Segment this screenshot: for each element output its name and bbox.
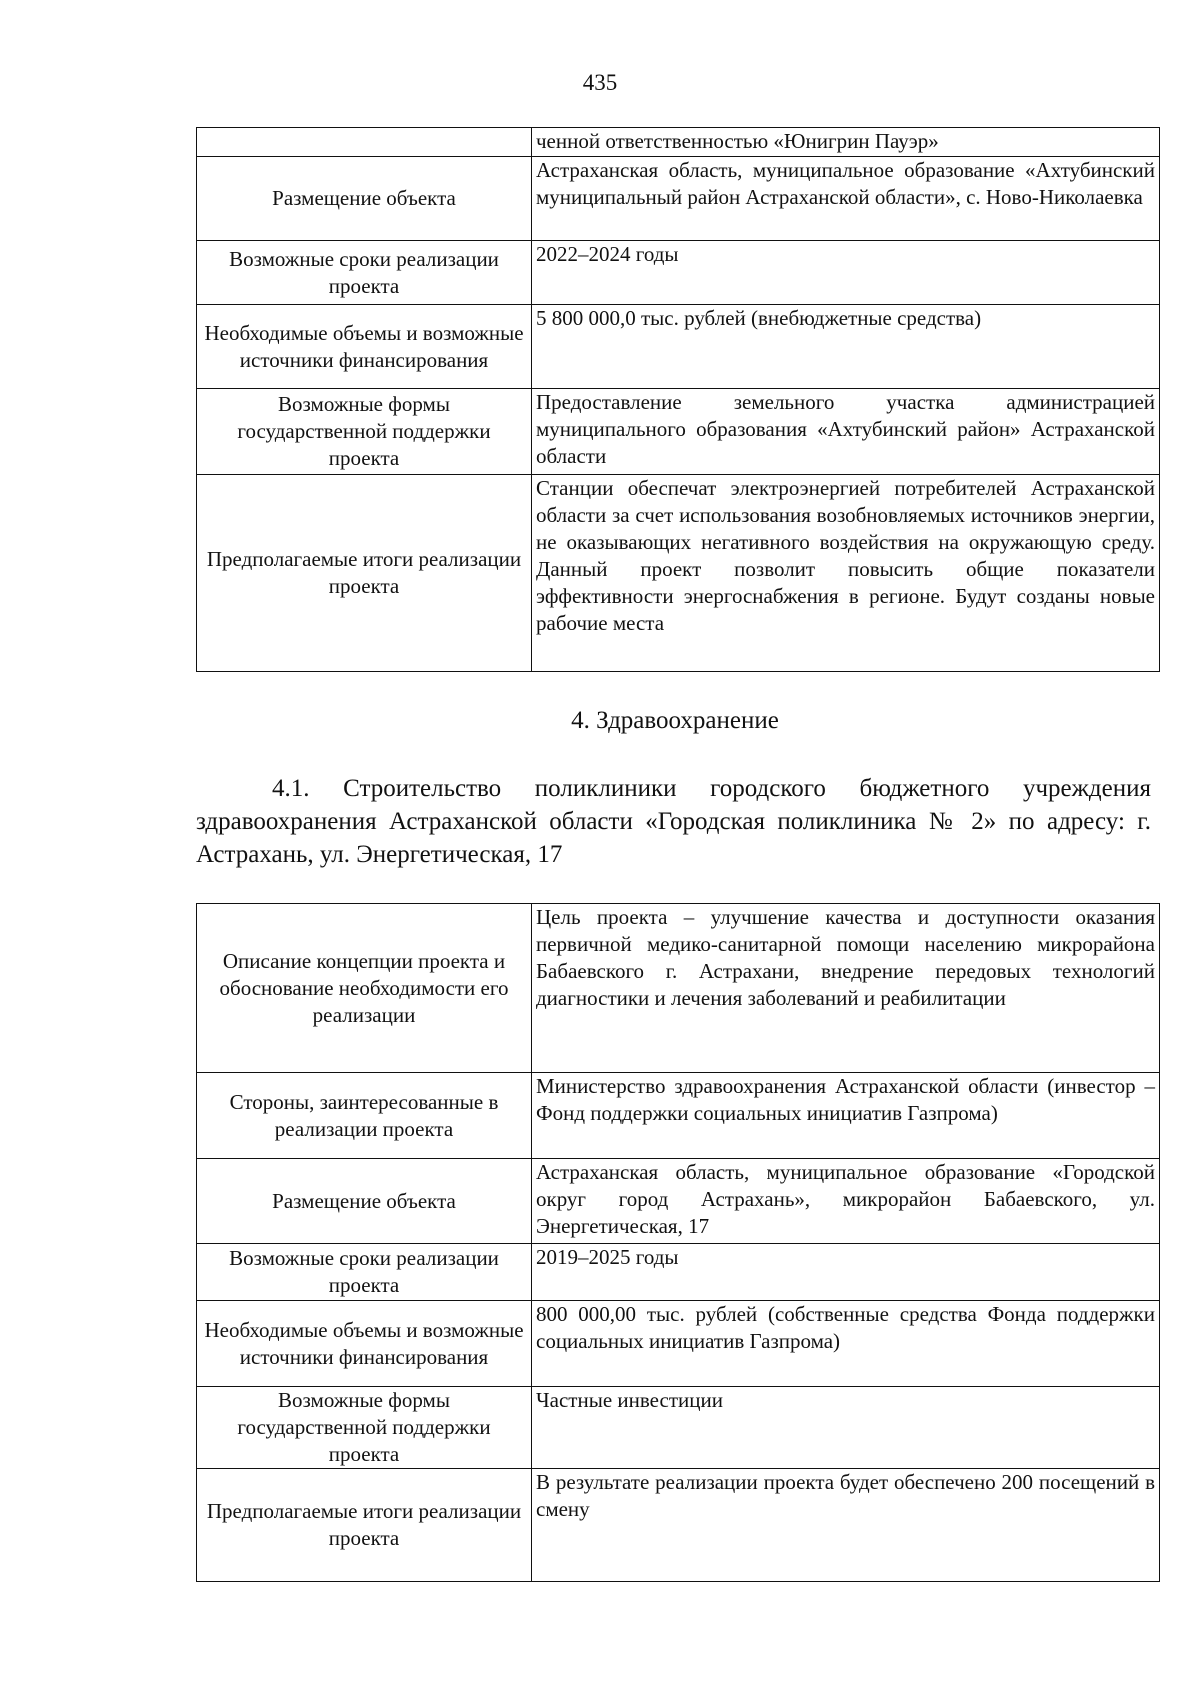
table-row: [197, 475, 1160, 672]
row-value: Частные инвестиции: [532, 1387, 1160, 1469]
row-label: [197, 128, 532, 157]
row-value: Министерство здравоохранения Астраханской области (инвестор – Фонд поддержки социальных инициатив Газпрома): [532, 1073, 1160, 1159]
row-value: 2022–2024 годы: [532, 241, 1160, 305]
row-label: Возможные сроки реализации проекта: [197, 241, 532, 305]
row-value: 2019–2025 годы: [532, 1244, 1160, 1301]
row-value: 800 000,00 тыс. рублей (собственные средства Фонда поддержки социальных инициатив Газпрома): [532, 1301, 1160, 1387]
row-value: Цель проекта – улучшение качества и доступности оказания первичной медико-санитарной помощи населению микрорайона Бабаевского г. Астрахани, внедрение передовых технологий диагностики и лечения заболеваний и реабилитации: [532, 904, 1160, 1073]
table-row: [197, 157, 1160, 241]
row-label: Возможные формы государственной поддержки проекта: [197, 1387, 532, 1469]
row-label: Размещение объекта: [197, 157, 532, 241]
row-label: Необходимые объемы и возможные источники финансирования: [197, 305, 532, 389]
table-row: [197, 305, 1160, 389]
table-row: [197, 1469, 1160, 1582]
row-value: Предоставление земельного участка администрацией муниципального образования «Ахтубинский район» Астраханской области: [532, 389, 1160, 475]
row-value: Станции обеспечат электроэнергией потребителей Астраханской области за счет использования возобновляемых источников энергии, не оказывающих негативного воздействия на окружающую среду. Данный проект позволит повысить общие показатели эффективности энергоснабжения в регионе. Будут созданы новые рабочие места: [532, 475, 1160, 672]
table-row: [197, 128, 1160, 157]
table-row: [197, 241, 1160, 305]
table-row: [197, 1073, 1160, 1159]
project-table-1: [196, 127, 1160, 672]
table-row: [197, 1387, 1160, 1469]
page-number: 435: [582, 70, 618, 95]
subsection-heading: 4.1. Строительство поликлиники городского бюджетного учреждения здравоохранения Астраханской области «Городская поликлиника № 2» по адресу: г. Астрахань, ул. Энергетическая, 17: [196, 775, 1151, 868]
row-value: 5 800 000,0 тыс. рублей (внебюджетные средства): [532, 305, 1160, 389]
row-label: Размещение объекта: [197, 1159, 532, 1244]
table-row: [197, 389, 1160, 475]
row-label: Стороны, заинтересованные в реализации проекта: [197, 1073, 532, 1159]
row-label: Описание концепции проекта и обоснование необходимости его реализации: [197, 904, 532, 1073]
row-value: В результате реализации проекта будет обеспечено 200 посещений в смену: [532, 1469, 1160, 1582]
row-label: Предполагаемые итоги реализации проекта: [197, 1469, 532, 1582]
table-row: [197, 904, 1160, 1073]
row-label: Необходимые объемы и возможные источники финансирования: [197, 1301, 532, 1387]
row-label: Возможные формы государственной поддержки проекта: [197, 389, 532, 475]
table-row: [197, 1301, 1160, 1387]
table-row: [197, 1244, 1160, 1301]
row-label: Предполагаемые итоги реализации проекта: [197, 475, 532, 672]
row-value: ченной ответственностью «Юнигрин Пауэр»: [532, 128, 1160, 157]
row-label: Возможные сроки реализации проекта: [197, 1244, 532, 1301]
section-heading: 4. Здравоохранение: [571, 707, 779, 734]
project-table-2: [196, 903, 1160, 1582]
row-value: Астраханская область, муниципальное образование «Ахтубинский муниципальный район Астраханской области», с. Ново-Николаевка: [532, 157, 1160, 241]
table-row: [197, 1159, 1160, 1244]
row-value: Астраханская область, муниципальное образование «Городской округ город Астрахань», микрорайон Бабаевского, ул. Энергетическая, 17: [532, 1159, 1160, 1244]
